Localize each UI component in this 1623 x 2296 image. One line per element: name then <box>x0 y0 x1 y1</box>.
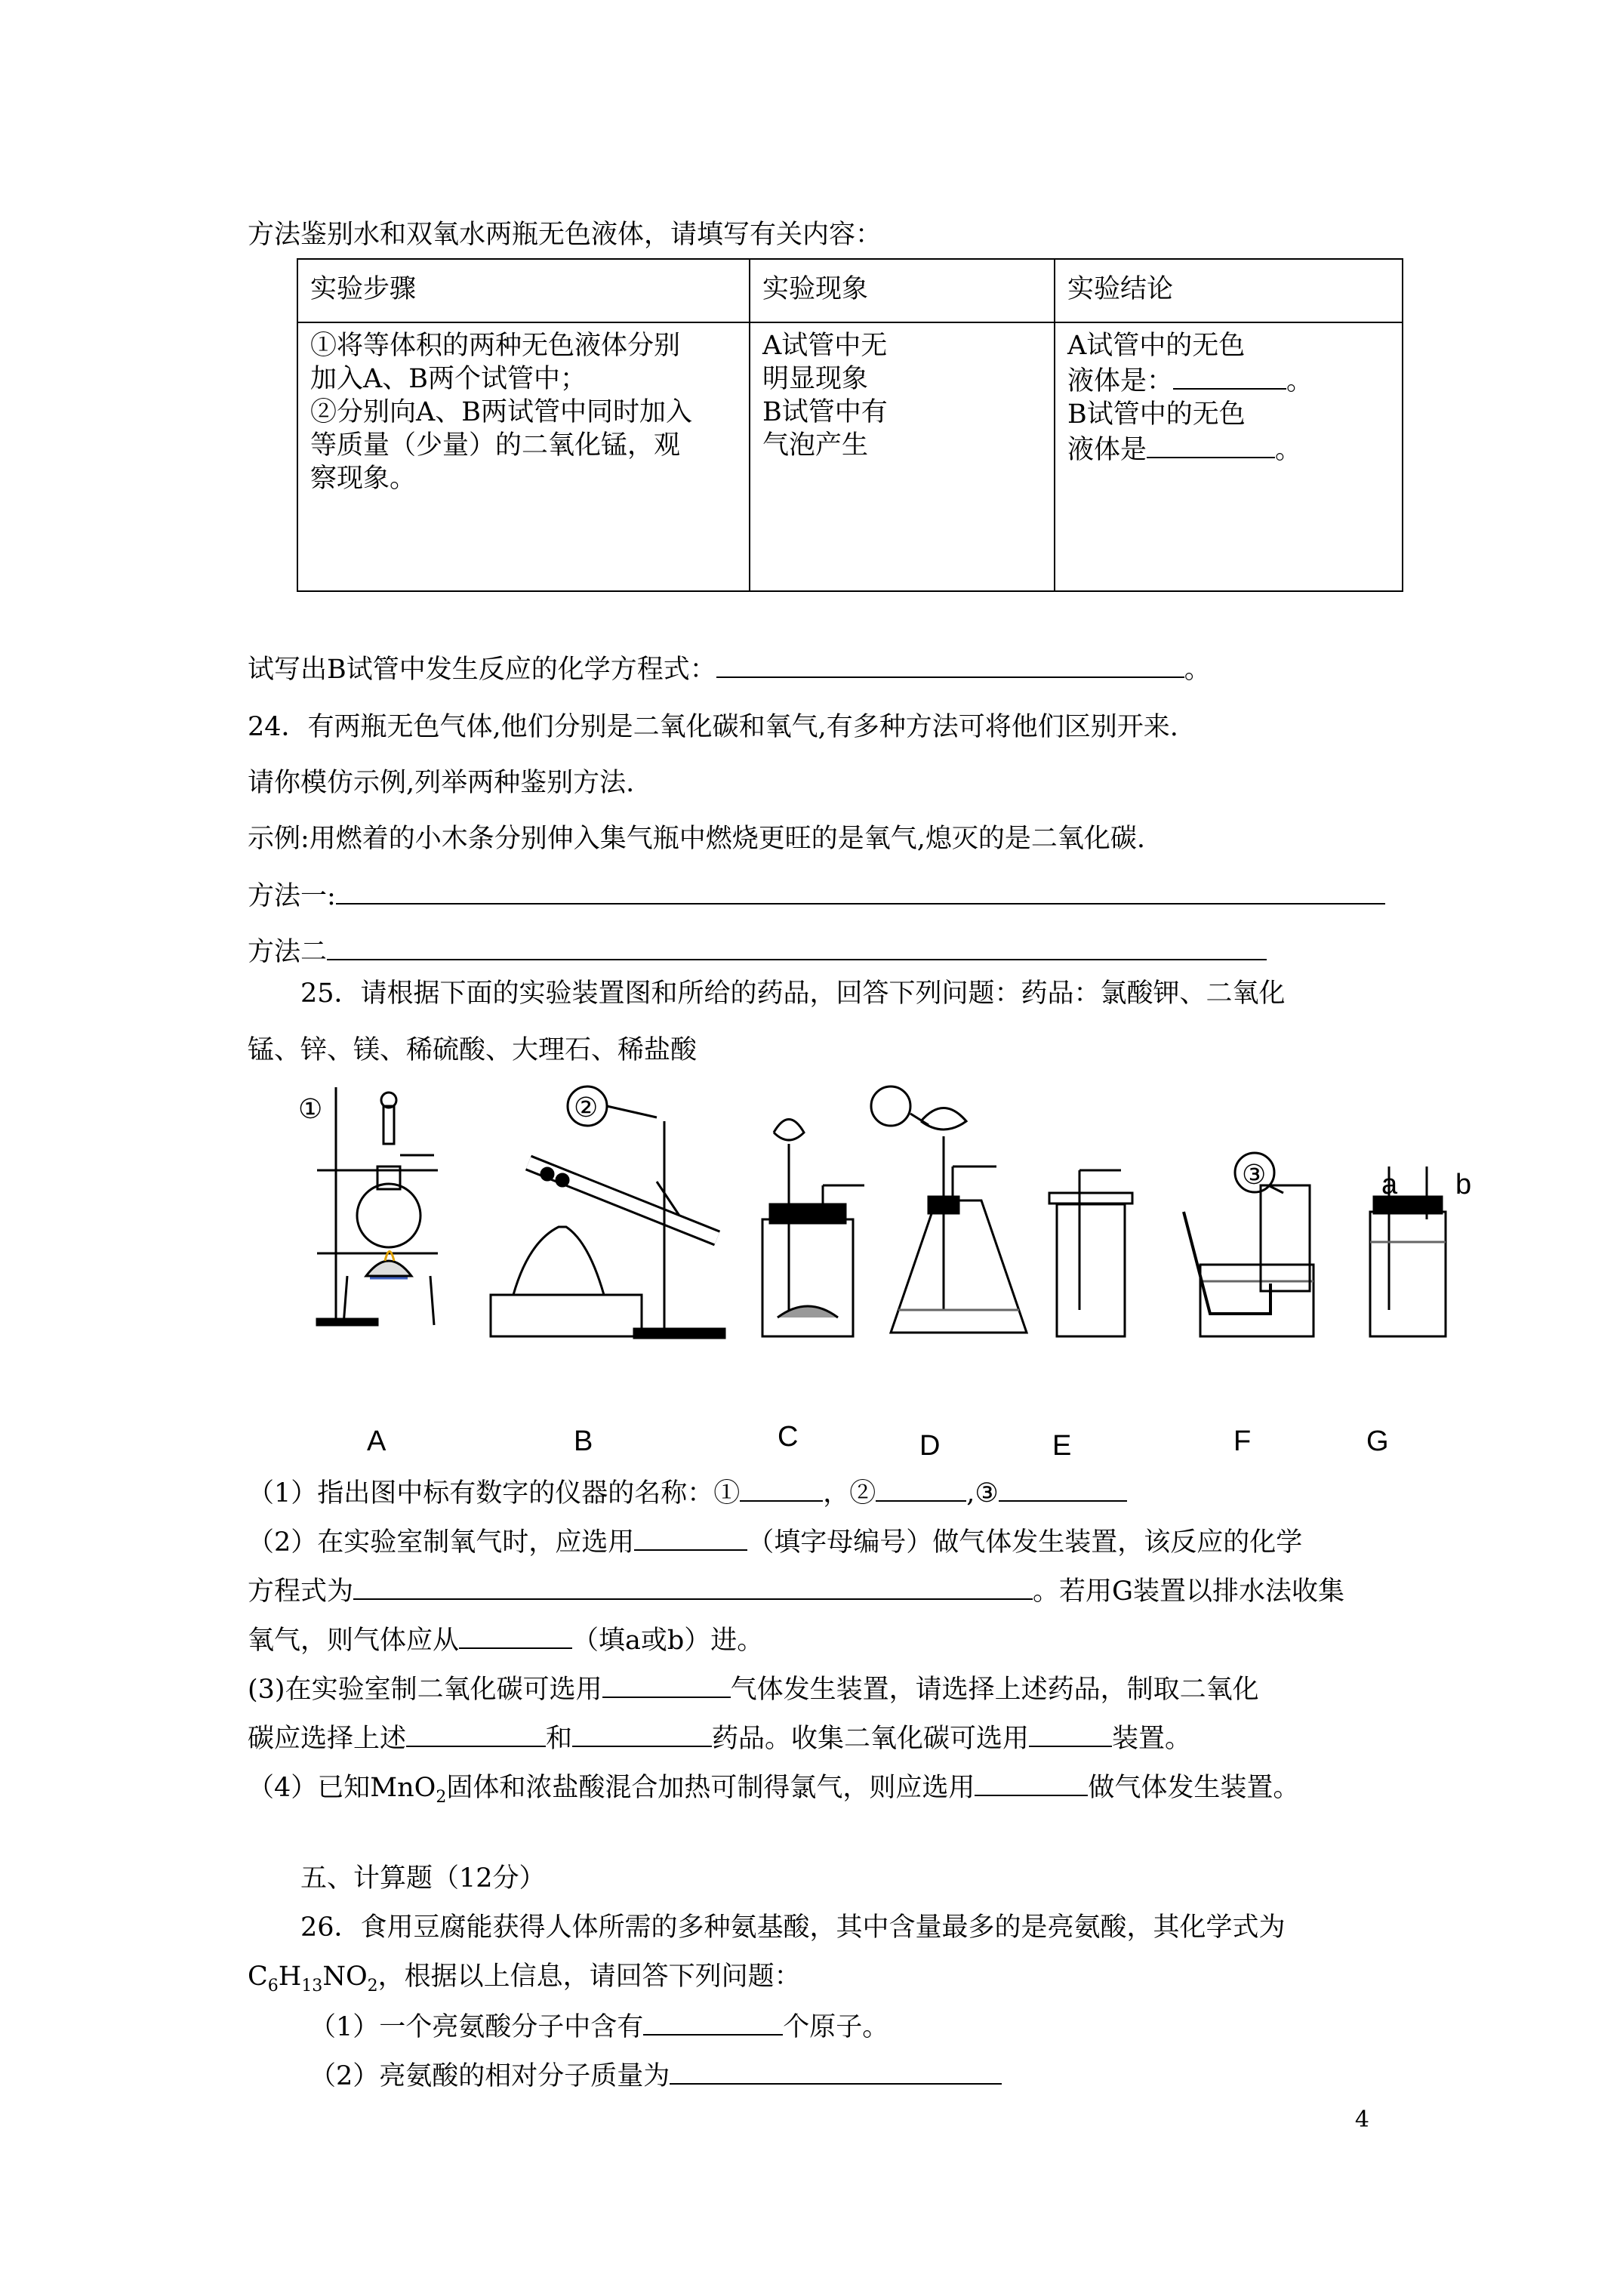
apparatus-e <box>1049 1170 1132 1336</box>
q24-line2: 请你模仿示例,列举两种鉴别方法. <box>248 768 635 798</box>
phenomenon-line: A试管中无 <box>762 331 888 361</box>
phenomenon-line: 明显现象 <box>762 364 869 394</box>
q24-line1: 24．有两瓶无色气体,他们分别是二氧化碳和氧气,有多种方法可将他们区别开来. <box>248 712 1178 742</box>
answer-blank[interactable] <box>670 2057 1002 2085</box>
conclusion-line: A试管中的无色 <box>1067 331 1246 361</box>
step-line: 察现象。 <box>310 464 417 494</box>
intro-text: 方法鉴别水和双氧水两瓶无色液体，请填写有关内容： <box>248 220 882 250</box>
label-g: G <box>1366 1425 1389 1457</box>
answer-blank[interactable] <box>999 1475 1127 1502</box>
q25-sub1: （1）指出图中标有数字的仪器的名称：① ，② ,③ <box>248 1475 1127 1511</box>
header-steps: 实验步骤 <box>297 259 750 322</box>
answer-blank[interactable] <box>459 1622 572 1649</box>
step-line: 加入A、B两个试管中； <box>310 364 587 394</box>
label-a: A <box>367 1425 387 1457</box>
label-e: E <box>1052 1430 1072 1462</box>
apparatus-a <box>317 1087 438 1325</box>
apparatus-b <box>491 1121 725 1338</box>
answer-blank[interactable] <box>876 1475 966 1502</box>
cell-phenomena <box>750 322 1055 591</box>
phenomenon-line: B试管中有 <box>762 397 888 427</box>
label-f: F <box>1233 1425 1252 1457</box>
answer-blank[interactable] <box>602 1671 731 1698</box>
answer-blank[interactable] <box>353 1573 1033 1600</box>
label-b: B <box>574 1425 593 1457</box>
answer-blank[interactable] <box>1029 1720 1112 1747</box>
label-c: C <box>778 1421 799 1453</box>
answer-blank[interactable] <box>740 1475 823 1502</box>
answer-blank[interactable] <box>716 651 1184 678</box>
answer-blank[interactable] <box>327 933 1267 960</box>
q25-sub2-line1: （2）在实验室制氧气时，应选用 （填字母编号）做气体发生装置，该反应的化学 <box>248 1524 1302 1560</box>
q26-line2: $C_6H_{13}NO_2$，根据以上信息，请回答下列问题： <box>248 1962 801 1996</box>
page-number: 4 <box>1354 2106 1369 2133</box>
conclusion-line: 液体是 。 <box>1067 431 1390 467</box>
header-conclusions: 实验结论 <box>1055 259 1403 322</box>
port-b-label: b <box>1455 1169 1472 1200</box>
experiment-table <box>297 258 1403 592</box>
q25-sub2-line2: 方程式为 。若用G装置以排水法收集 <box>248 1573 1344 1609</box>
answer-blank[interactable] <box>975 1769 1088 1796</box>
port-a-label: a <box>1381 1169 1398 1200</box>
q24-method2: 方法二 <box>248 933 1267 969</box>
marker-1-label: ① <box>298 1093 323 1124</box>
answer-blank[interactable] <box>634 1524 747 1551</box>
q25-sub3-line2: 碳应选择上述 和 药品。收集二氧化碳可选用 装置。 <box>248 1720 1191 1756</box>
marker-3-label: ③ <box>1242 1159 1267 1190</box>
q24-example: 示例:用燃着的小木条分别伸入集气瓶中燃烧更旺的是氧气,熄灭的是二氧化碳. <box>248 824 1146 854</box>
answer-blank[interactable] <box>336 877 1385 905</box>
q25-sub4: （4）已知MnO$_2$固体和浓盐酸混合加热可制得氯气，则应选用 做气体发生装置。 <box>248 1769 1299 1815</box>
q25-sub2-line3: 氧气，则气体应从 （填a或b）进。 <box>248 1622 763 1658</box>
cell-conclusions <box>1055 322 1403 591</box>
q26-line1: 26．食用豆腐能获得人体所需的多种氨基酸，其中含量最多的是亮氨酸，其化学式为 <box>300 1912 1286 1943</box>
phenomenon-line: 气泡产生 <box>762 430 869 461</box>
conclusion-line: 液体是： 。 <box>1067 362 1390 398</box>
answer-blank[interactable] <box>1173 362 1286 390</box>
answer-blank[interactable] <box>406 1720 546 1747</box>
apparatus-f <box>1184 1185 1313 1336</box>
answer-blank[interactable] <box>1147 431 1275 458</box>
apparatus-d <box>891 1108 1027 1333</box>
q24-method1: 方法一: <box>248 877 1385 914</box>
step-line: ②分别向A、B两试管中同时加入 <box>310 397 692 427</box>
apparatus-c <box>762 1120 864 1337</box>
q25-line2: 锰、锌、镁、稀硫酸、大理石、稀盐酸 <box>248 1035 698 1065</box>
q26-sub2: （2）亮氨酸的相对分子质量为 <box>310 2057 1002 2094</box>
q26-sub1: （1）一个亮氨酸分子中含有 个原子。 <box>310 2008 888 2045</box>
cell-steps <box>297 322 750 591</box>
marker-2 <box>871 1086 929 1126</box>
conclusion-line: B试管中的无色 <box>1067 399 1246 430</box>
section-five-heading: 五、计算题（12分） <box>300 1863 546 1894</box>
apparatus-figure <box>302 1083 1449 1416</box>
q25-line1: 25．请根据下面的实验装置图和所给的药品，回答下列问题：药品：氯酸钾、二氧化 <box>300 978 1286 1009</box>
step-line: ①将等体积的两种无色液体分别 <box>310 331 681 361</box>
step-line: 等质量（少量）的二氧化锰，观 <box>310 430 681 461</box>
marker-2-label: ② <box>574 1092 599 1123</box>
q25-sub3-line1: (3)在实验室制二氧化碳可选用 气体发生装置，请选择上述药品，制取二氧化 <box>248 1671 1259 1707</box>
answer-blank[interactable] <box>643 2008 783 2036</box>
header-phenomena: 实验现象 <box>750 259 1055 322</box>
answer-blank[interactable] <box>572 1720 712 1747</box>
equation-line: 试写出B试管中发生反应的化学方程式： 。 <box>248 651 1211 687</box>
label-d: D <box>919 1430 941 1462</box>
